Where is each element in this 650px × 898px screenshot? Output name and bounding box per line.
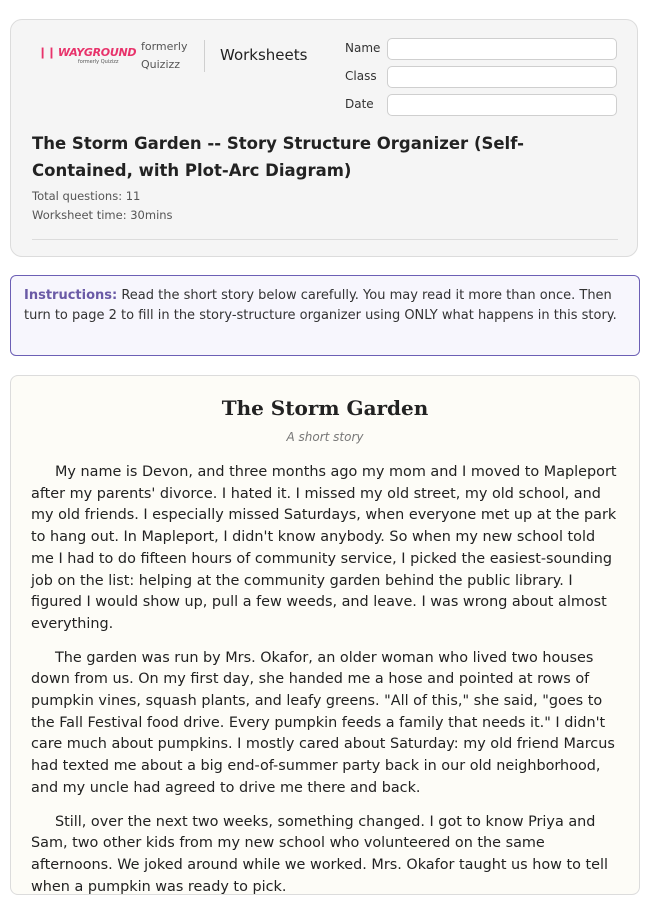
- worksheet-time: Worksheet time: 30mins: [32, 208, 173, 222]
- name-label: Name: [345, 41, 381, 55]
- story-paragraph: The garden was run by Mrs. Okafor, an older woman who lived two houses down from us. On my first day, she handed me a hose and pointed at rows of pumpkin vines, squash plants, and leafy greens. "All of this," she said, "goes to the Fall Festival food drive. Every pumpkin feeds a family that needs it." I didn't care much about pumpkins. I mostly cared about Saturday: my old friend Marcus had texted me about a big end-of-summer party back in our old neighborhood, and my uncle had agreed to drive me there and back.: [31, 649, 615, 796]
- story-paragraph: Still, over the next two weeks, something changed. I got to know Priya and Sam, two other kids from my new school who volunteered on the same afternoons. We joked around while we worked. Mrs. Okafor taught us how to tell when a pumpkin was ready to pick.: [31, 813, 609, 895]
- logo-subtext: formerly Quizizz: [78, 59, 119, 65]
- worksheet-header: [10, 19, 638, 257]
- class-field[interactable]: [387, 66, 617, 88]
- story-title: The Storm Garden: [221, 396, 429, 420]
- formerly-quizizz-text: formerly Quizizz: [141, 40, 188, 71]
- logo-text: WAYGROUND: [57, 46, 137, 59]
- worksheet-title: The Storm Garden -- Story Structure Organizer (Self-Contained, with Plot-Arc Diagram): [32, 134, 524, 180]
- logo-bars-icon: ❙❙: [38, 46, 56, 59]
- instructions-box: [10, 275, 640, 356]
- story-paragraph: My name is Devon, and three months ago my mom and I moved to Mapleport after my parents' divorce. I hated it. I missed my old street, my old school, and my old friends. I especially missed Saturdays, when everyone met up at the park to hang out. In Mapleport, I didn't know anybody. So when my new school told me I had to do fifteen hours of community service, I picked the easiest-sounding job on the list: helping at the community garden behind the public library. I figured I would show up, pull a few weeds, and leave. I was wrong about almost everything.: [31, 464, 617, 632]
- header-divider: [204, 40, 205, 72]
- instructions-label: Instructions:: [24, 288, 118, 303]
- name-field[interactable]: [387, 38, 617, 60]
- wayground-logo: [38, 46, 137, 68]
- story-subtitle: A short story: [286, 430, 364, 444]
- brand-label: Worksheets: [220, 46, 308, 64]
- total-questions: Total questions: 11: [32, 189, 141, 203]
- date-label: Date: [345, 97, 374, 111]
- header-bottom-divider: [32, 239, 618, 240]
- class-label: Class: [345, 69, 377, 83]
- instructions-text: Read the short story below carefully. You may read it more than once. Then turn to page 2 to fill in the story-structure organizer using ONLY what happens in this story.: [24, 288, 617, 323]
- story-card: [10, 375, 640, 895]
- date-field[interactable]: [387, 94, 617, 116]
